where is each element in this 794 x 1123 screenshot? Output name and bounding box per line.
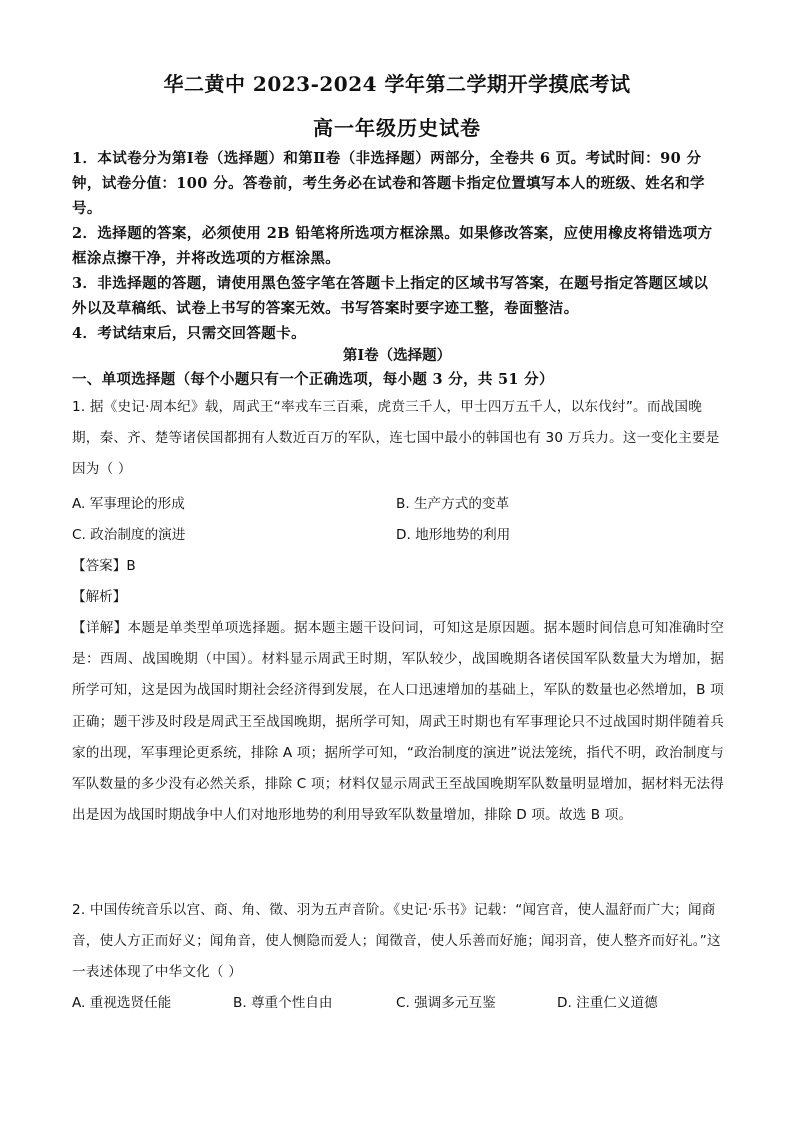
question-2-option-b[interactable]: B. 尊重个性自由: [233, 995, 333, 1011]
question-1-option-d[interactable]: D. 地形地势的利用: [396, 527, 511, 543]
analysis-label: 【解析】: [72, 589, 127, 605]
notice-4: 4．考试结束后，只需交回答题卡。: [72, 325, 306, 342]
question-1-option-a[interactable]: A. 军事理论的形成: [72, 496, 185, 512]
question-2-option-a[interactable]: A. 重视选贤任能: [72, 995, 172, 1011]
analysis-text: 【详解】本题是单类型单项选择题。据本题主题干设问词，可知这是原因题。据本题时间信息可知准确时空是：西周、战国晚期（中国）。材料显示周武王时期，军队较少，战国晚期各诸侯国军队数量大为增加，据所学可知，这是因为战国时期社会经济得到发展，在人口迅速增加的基础上，军队的数量也必然增加，B 项正确；题干涉及时段是周武王至战国晚期，据所学可知，周武王时期也有军事理论只不过战国时期伴随着兵家的出现，军事理论更系统，排除 A 项；据所学可知，“政治制度的演进”说法笼统，指代不明，政治制度与军队数量的多少没有必然关系，排除 C 项；材料仅显示周武王至战国晚期军队数量明显增加，据材料无法得出是因为战国时期战争中人们对地形地势的利用导致军队数量增加，排除 D 项。故选 B 项。: [72, 620, 724, 824]
part-heading: 一、单项选择题（每个小题只有一个正确选项，每小题 3 分，共 51 分）: [72, 371, 554, 388]
section-heading: 第Ⅰ卷（选择题）: [342, 347, 452, 364]
exam-title: 华二黄中 2023-2024 学年第二学期开学摸底考试: [163, 72, 631, 96]
question-2-stem: 2. 中国传统音乐以宫、商、角、徵、羽为五声音阶。《史记·乐书》记载：“闻宫音，使人温舒而广大；闻商音，使人方正而好义；闻角音，使人恻隐而爱人；闻徵音，使人乐善而好施；闻羽音，使人整齐而好礼。”这一表述体现了中华文化（ ）: [72, 902, 721, 980]
question-2-option-c[interactable]: C. 强调多元互鉴: [396, 995, 496, 1011]
answer-label: 【答案】B: [72, 558, 136, 574]
question-1-option-c[interactable]: C. 政治制度的演进: [72, 527, 186, 543]
question-2-option-d[interactable]: D. 注重仁义道德: [557, 995, 658, 1011]
notice-2: 2．选择题的答案，必须使用 2B 铅笔将所选项方框涂黑。如果修改答案，应使用橡皮将错选项方框涂点擦干净，并将改选项的方框涂黑。: [72, 225, 713, 267]
question-1-option-b[interactable]: B. 生产方式的变革: [396, 496, 510, 512]
notice-1: 1．本试卷分为第Ⅰ卷（选择题）和第Ⅱ卷（非选择题）两部分，全卷共 6 页。考试时间：90 分钟，试卷分值：100 分。答卷前，考生务必在试卷和答题卡指定位置填写本人的班级、姓名和学号。: [72, 150, 705, 217]
exam-subtitle: 高一年级历史试卷: [313, 116, 481, 140]
notice-3: 3．非选择题的答题，请使用黑色签字笔在答题卡上指定的区域书写答案，在题号指定答题区域以外以及草稿纸、试卷上书写的答案无效。书写答案时要字迹工整，卷面整洁。: [72, 275, 709, 317]
question-1-stem: 1. 据《史记·周本纪》载，周武王“率戎车三百乘，虎贲三千人，甲士四万五千人，以东伐纣”。而战国晚期，秦、齐、楚等诸侯国都拥有人数近百万的军队，连七国中最小的韩国也有 30 万兵力。这一变化主要是因为（ ）: [72, 399, 720, 477]
